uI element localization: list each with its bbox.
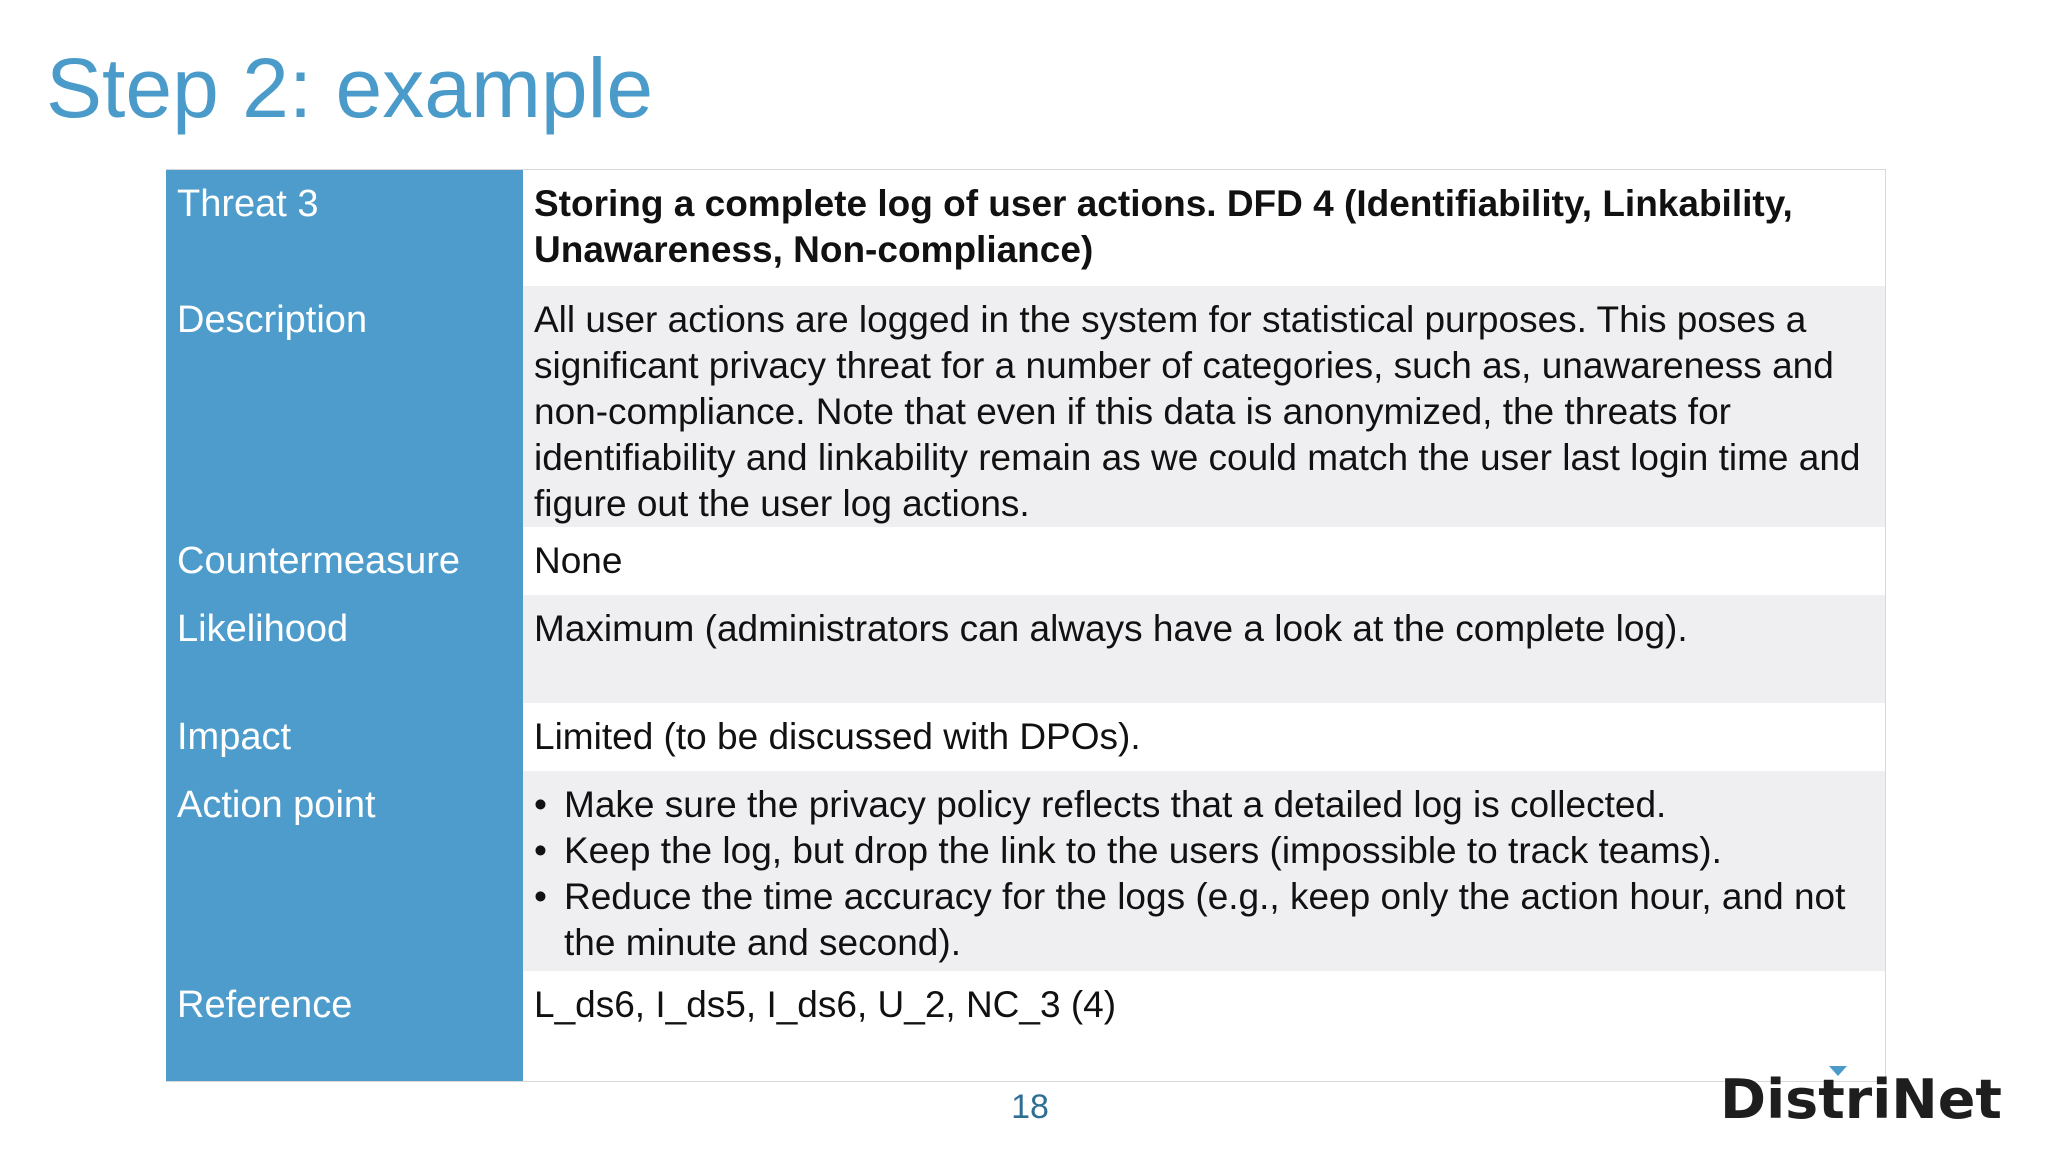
slide-title: Step 2: example xyxy=(46,41,654,135)
table-row-countermeasure xyxy=(166,527,1886,595)
threat-table xyxy=(166,169,1886,1082)
table-row-action-point xyxy=(166,771,1886,971)
countermeasure-value: None xyxy=(523,527,1886,595)
table-row-description xyxy=(166,286,1886,527)
reference-value: L_ds6, I_ds5, I_ds6, U_2, NC_3 (4) xyxy=(523,971,1886,1082)
likelihood-value: Maximum (administrators can always have a look at the complete log). xyxy=(523,595,1886,703)
description-value: All user actions are logged in the system for statistical purposes. This poses a significant privacy threat for a number of categories, such as, unawareness and non-compliance. Note that even if this data is anonymized, the threats for identifiability and linkability remain as we could match the user last login time and figure out the user log actions. xyxy=(523,286,1886,527)
countermeasure-label: Countermeasure xyxy=(166,527,523,595)
table-row-impact xyxy=(166,703,1886,771)
action-point-item: • Reduce the time accuracy for the logs (e.g., keep only the action hour, and not the minute and second). xyxy=(534,874,1869,966)
table-row-likelihood xyxy=(166,595,1886,703)
reference-label: Reference xyxy=(166,971,523,1082)
threat-label: Threat 3 xyxy=(166,170,523,286)
distrinet-logo xyxy=(1718,1060,2008,1130)
action-point-value xyxy=(523,771,1886,971)
table-row-threat xyxy=(166,170,1886,286)
action-point-item: • Keep the log, but drop the link to the users (impossible to track teams). xyxy=(534,828,1869,874)
logo-wordmark: DistriNet xyxy=(1720,1068,2002,1130)
action-point-label: Action point xyxy=(166,771,523,971)
action-point-item: • Make sure the privacy policy reflects that a detailed log is collected. xyxy=(534,782,1869,828)
action-point-list xyxy=(534,782,1869,966)
table-row-reference xyxy=(166,971,1886,1082)
threat-value: Storing a complete log of user actions. DFD 4 (Identifiability, Linkability, Unawareness, Non-compliance) xyxy=(523,170,1886,286)
page-number: 18 xyxy=(1011,1088,1049,1126)
impact-value: Limited (to be discussed with DPOs). xyxy=(523,703,1886,771)
description-label: Description xyxy=(166,286,523,527)
impact-label: Impact xyxy=(166,703,523,771)
likelihood-label: Likelihood xyxy=(166,595,523,703)
